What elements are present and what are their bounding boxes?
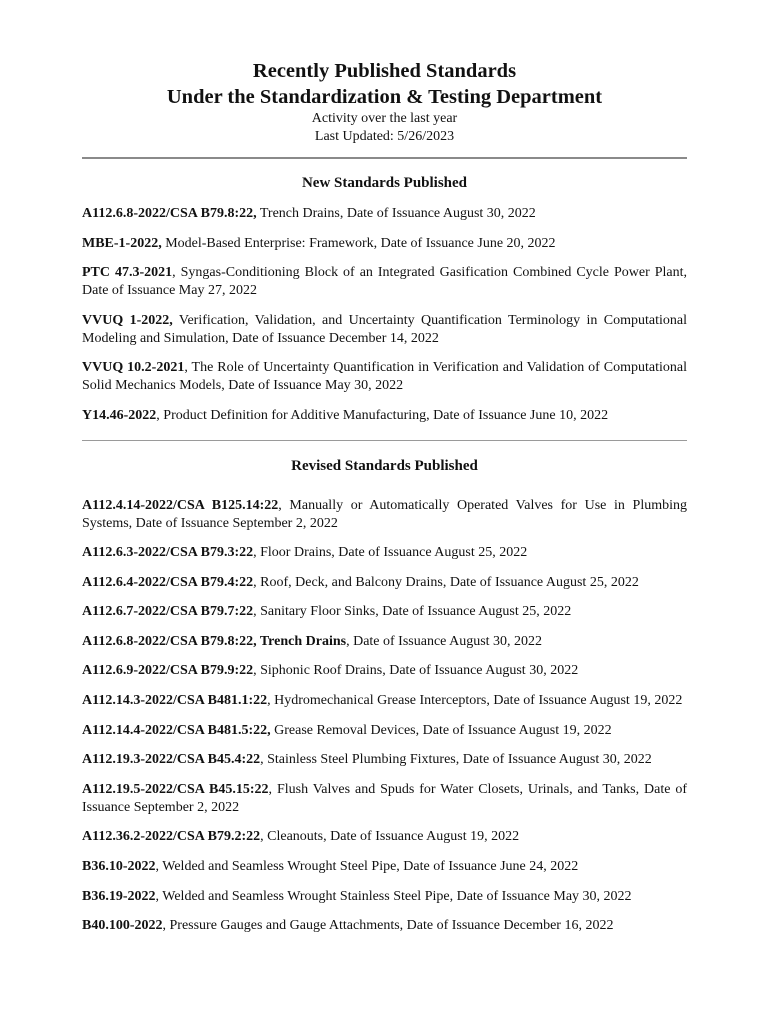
- title-line-1: Recently Published Standards: [252, 60, 517, 82]
- standard-entry: [82, 205, 687, 223]
- standard-description: , Date of Issuance August 30, 2022: [346, 633, 543, 649]
- standard-description: , Syngas-Conditioning Block of an Integrated Gasification Combined Cycle Power Plant, Date of Issuance May 27, 2022: [82, 265, 687, 298]
- standard-description: , The Role of Uncertainty Quantification in Verification and Validation of Computational Solid Mechanics Models, Date of Issuance May 30, 2022: [82, 360, 687, 393]
- standard-code: B36.19-2022: [82, 888, 156, 904]
- activity-note: Activity over the last year: [311, 111, 458, 126]
- standard-entry: [82, 574, 687, 592]
- standard-entry: [82, 692, 687, 710]
- standard-description: Trench Drains, Date of Issuance August 30, 2022: [256, 206, 536, 221]
- standard-entry: [82, 359, 687, 395]
- standard-code: Y14.46-2022: [82, 407, 157, 423]
- standard-description: , Stainless Steel Plumbing Fixtures, Date of Issuance August 30, 2022: [260, 752, 652, 768]
- new-standards-heading: New Standards Published: [301, 175, 468, 191]
- standard-entry: [82, 544, 687, 562]
- standard-entry: [82, 312, 687, 348]
- standard-description: Model-Based Enterprise: Framework, Date of Issuance June 20, 2022: [161, 235, 556, 251]
- revised-standards-heading: Revised Standards Published: [291, 457, 478, 474]
- standard-description: Verification, Validation, and Uncertainty Quantification Terminology in Computational Modeling and Simulation, Date of Issuance December 14, 2022: [82, 312, 687, 346]
- standard-description: , Cleanouts, Date of Issuance August 19, 2022: [260, 829, 520, 845]
- standard-description: , Product Definition for Additive Manufacturing, Date of Issuance June 10, 2022: [156, 407, 609, 423]
- standard-description: , Flush Valves and Spuds for Water Closets, Urinals, and Tanks, Date of Issuance September 2, 2022: [82, 781, 688, 815]
- standard-entry: [82, 781, 687, 817]
- standard-code: A112.6.7-2022/CSA B79.7:22: [82, 604, 254, 620]
- standard-code: A112.6.3-2022/CSA B79.3:22: [82, 545, 254, 561]
- standard-entry: [82, 828, 687, 846]
- revised-standards-list: [82, 497, 687, 936]
- standard-code: MBE-1-2022,: [82, 235, 162, 251]
- new-standards-section: [82, 174, 687, 425]
- new-standards-list: [82, 205, 687, 425]
- standard-code: VVUQ 1-2022,: [82, 312, 173, 328]
- document-page: [82, 58, 687, 947]
- standard-code: A112.36.2-2022/CSA B79.2:22: [82, 829, 261, 845]
- standard-entry: [82, 662, 687, 680]
- standard-entry: [82, 858, 687, 876]
- section-divider: [82, 440, 687, 441]
- revised-standards-section: [82, 457, 687, 936]
- standard-entry: [82, 264, 687, 300]
- standard-description: Grease Removal Devices, Date of Issuance August 19, 2022: [270, 722, 612, 738]
- standard-description: , Hydromechanical Grease Interceptors, Date of Issuance August 19, 2022: [267, 693, 683, 709]
- standard-entry: [82, 917, 687, 935]
- standard-description: , Siphonic Roof Drains, Date of Issuance August 30, 2022: [253, 663, 579, 679]
- standard-description: , Welded and Seamless Wrought Stainless Steel Pipe, Date of Issuance May 30, 2022: [155, 888, 632, 904]
- standard-code: A112.19.3-2022/CSA B45.4:22: [82, 752, 261, 768]
- standard-entry: [82, 633, 687, 651]
- standard-code: B40.100-2022: [82, 918, 163, 934]
- standard-description: , Welded and Seamless Wrought Steel Pipe, Date of Issuance June 24, 2022: [155, 859, 579, 875]
- standard-code: A112.4.14-2022/CSA B125.14:22: [82, 497, 279, 513]
- title-line-2: Under the Standardization & Testing Department: [166, 86, 603, 108]
- standard-description: , Roof, Deck, and Balcony Drains, Date of Issuance August 25, 2022: [253, 574, 639, 590]
- standard-description: , Sanitary Floor Sinks, Date of Issuance August 25, 2022: [253, 604, 572, 620]
- standard-code: A112.14.3-2022/CSA B481.1:22: [82, 693, 268, 709]
- header-divider: [82, 157, 687, 159]
- standard-description: , Pressure Gauges and Gauge Attachments, Date of Issuance December 16, 2022: [162, 918, 614, 934]
- standard-code: A112.19.5-2022/CSA B45.15:22: [82, 781, 269, 797]
- standard-code: A112.6.9-2022/CSA B79.9:22: [82, 663, 254, 679]
- last-updated: Last Updated: 5/26/2023: [314, 129, 455, 144]
- standard-code: PTC 47.3-2021: [82, 265, 173, 280]
- document-title: [82, 58, 687, 110]
- standard-code: VVUQ 10.2-2021: [82, 360, 185, 375]
- standard-entry: [82, 603, 687, 621]
- standard-code: A112.14.4-2022/CSA B481.5:22,: [82, 722, 271, 738]
- standard-entry: [82, 751, 687, 769]
- standard-code: A112.6.4-2022/CSA B79.4:22: [82, 574, 254, 590]
- standard-entry: [82, 888, 687, 906]
- standard-entry: [82, 407, 687, 425]
- standard-code: A112.6.8-2022/CSA B79.8:22,: [82, 206, 257, 221]
- standard-entry: [82, 235, 687, 253]
- standard-entry: [82, 722, 687, 740]
- standard-code: A112.6.8-2022/CSA B79.8:22, Trench Drains: [82, 633, 347, 649]
- standard-entry: [82, 497, 687, 533]
- standard-description: , Manually or Automatically Operated Valves for Use in Plumbing Systems, Date of Issuance September 2, 2022: [82, 497, 688, 531]
- standard-description: , Floor Drains, Date of Issuance August 25, 2022: [253, 545, 528, 561]
- standard-code: B36.10-2022: [82, 859, 156, 875]
